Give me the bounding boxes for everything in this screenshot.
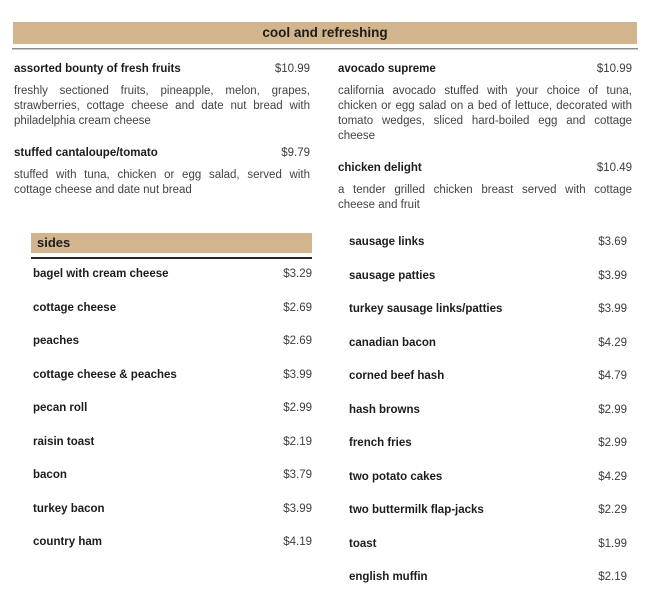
menu-item-name: avocado supreme (338, 63, 436, 75)
menu-item-row (33, 535, 312, 550)
menu-item-price: $3.99 (598, 303, 627, 315)
menu-item-row (33, 301, 312, 316)
section-header-cool-and-refreshing: cool and refreshing (13, 22, 637, 44)
menu-item-name: country ham (33, 536, 103, 548)
menu-item-description: a tender grilled chicken breast served with cottage cheese and fruit (338, 184, 632, 211)
menu-item-name: stuffed cantaloupe/tomato (14, 147, 158, 159)
menu-item-price: $10.99 (274, 63, 310, 75)
menu-item (14, 146, 310, 198)
menu-item-price: $4.19 (283, 536, 312, 548)
menu-item-row (349, 369, 627, 384)
menu-item-row (33, 334, 312, 349)
menu-item-price: $1.99 (598, 537, 627, 550)
menu-item-row (349, 470, 627, 485)
menu-item-row (349, 570, 627, 585)
menu-item-row (349, 302, 627, 317)
menu-item-price: $9.79 (281, 147, 310, 159)
sides-left-column (33, 267, 312, 569)
menu-item-price: $2.69 (283, 335, 312, 347)
menu-item-name: sausage patties (349, 269, 436, 282)
menu-item-name: cottage cheese & peaches (33, 368, 177, 381)
menu-item-price: $4.79 (598, 370, 627, 382)
menu-item-price: $2.99 (598, 437, 627, 449)
menu-item-name: turkey sausage links/patties (349, 303, 503, 315)
menu-item-name: cottage cheese (33, 301, 117, 314)
cool-section-right-column (338, 62, 632, 230)
menu-item-price: $2.99 (283, 402, 312, 414)
menu-item-name: bagel with cream cheese (33, 268, 169, 280)
menu-item-name: english muffin (349, 571, 428, 583)
menu-item-price: $3.99 (598, 269, 627, 282)
menu-item-name: peaches (33, 335, 80, 347)
cool-section-left-column (14, 62, 310, 215)
menu-item-name: hash browns (349, 403, 420, 416)
menu-item-price: $10.99 (596, 63, 632, 75)
menu-item-price: $3.99 (283, 502, 312, 515)
header-divider (12, 48, 638, 50)
menu-item-name: chicken delight (338, 162, 422, 174)
menu-item-name: sausage links (349, 236, 425, 248)
menu-item-row (33, 502, 312, 517)
menu-item-name: bacon (33, 469, 67, 481)
menu-item-price: $3.99 (283, 368, 312, 381)
menu-item-name: corned beef hash (349, 370, 445, 382)
menu-item-row (349, 537, 627, 552)
sides-right-column (349, 235, 627, 601)
menu-item-price: $2.69 (283, 301, 312, 314)
menu-item-description: california avocado stuffed with your choice of tuna, chicken or egg salad on a bed of lettuce, decorated with tomato wedges, sliced hard-boiled egg and cottage cheese (338, 85, 632, 142)
menu-item-row (33, 435, 312, 450)
menu-item-price: $3.79 (283, 469, 312, 481)
sides-divider (31, 257, 312, 259)
menu-item-name: pecan roll (33, 402, 88, 414)
menu-item-row (33, 267, 312, 282)
menu-item-name: french fries (349, 437, 412, 449)
menu-item-name: raisin toast (33, 435, 95, 448)
menu-item-price: $4.29 (598, 470, 627, 483)
menu-item-name: turkey bacon (33, 502, 105, 515)
section-header-sides (31, 233, 312, 259)
menu-item-price: $2.19 (283, 435, 312, 448)
menu-item-price: $4.29 (598, 336, 627, 349)
menu-item-row (349, 436, 627, 451)
menu-item-row (33, 368, 312, 383)
menu-item-price: $3.29 (283, 268, 312, 280)
menu-item-row (349, 336, 627, 351)
menu-item-row (33, 468, 312, 483)
menu-item (14, 62, 310, 129)
menu-item-price: $3.69 (598, 236, 627, 248)
menu-item-description: freshly sectioned fruits, pineapple, melon, grapes, strawberries, cottage cheese and date nut bread with philadelphia cream cheese (14, 85, 310, 127)
menu-item-row (349, 269, 627, 284)
menu-item-price: $2.19 (598, 571, 627, 583)
menu-item-name: canadian bacon (349, 336, 436, 349)
menu-item-price: $10.49 (596, 162, 632, 174)
menu-item-row (349, 403, 627, 418)
menu-item-price: $2.29 (598, 504, 627, 516)
menu-item-name: two buttermilk flap-jacks (349, 504, 484, 516)
menu-item-name: two potato cakes (349, 470, 443, 483)
menu-item-description: stuffed with tuna, chicken or egg salad, served with cottage cheese and date nut bread (14, 169, 310, 196)
menu-item-row (349, 235, 627, 250)
menu-item-row (349, 503, 627, 518)
menu-item-name: assorted bounty of fresh fruits (14, 63, 181, 75)
menu-item (338, 161, 632, 213)
sides-title: sides (31, 233, 312, 253)
menu-item (338, 62, 632, 144)
menu-item-name: toast (349, 537, 377, 550)
menu-item-row (33, 401, 312, 416)
menu-item-price: $2.99 (598, 403, 627, 416)
